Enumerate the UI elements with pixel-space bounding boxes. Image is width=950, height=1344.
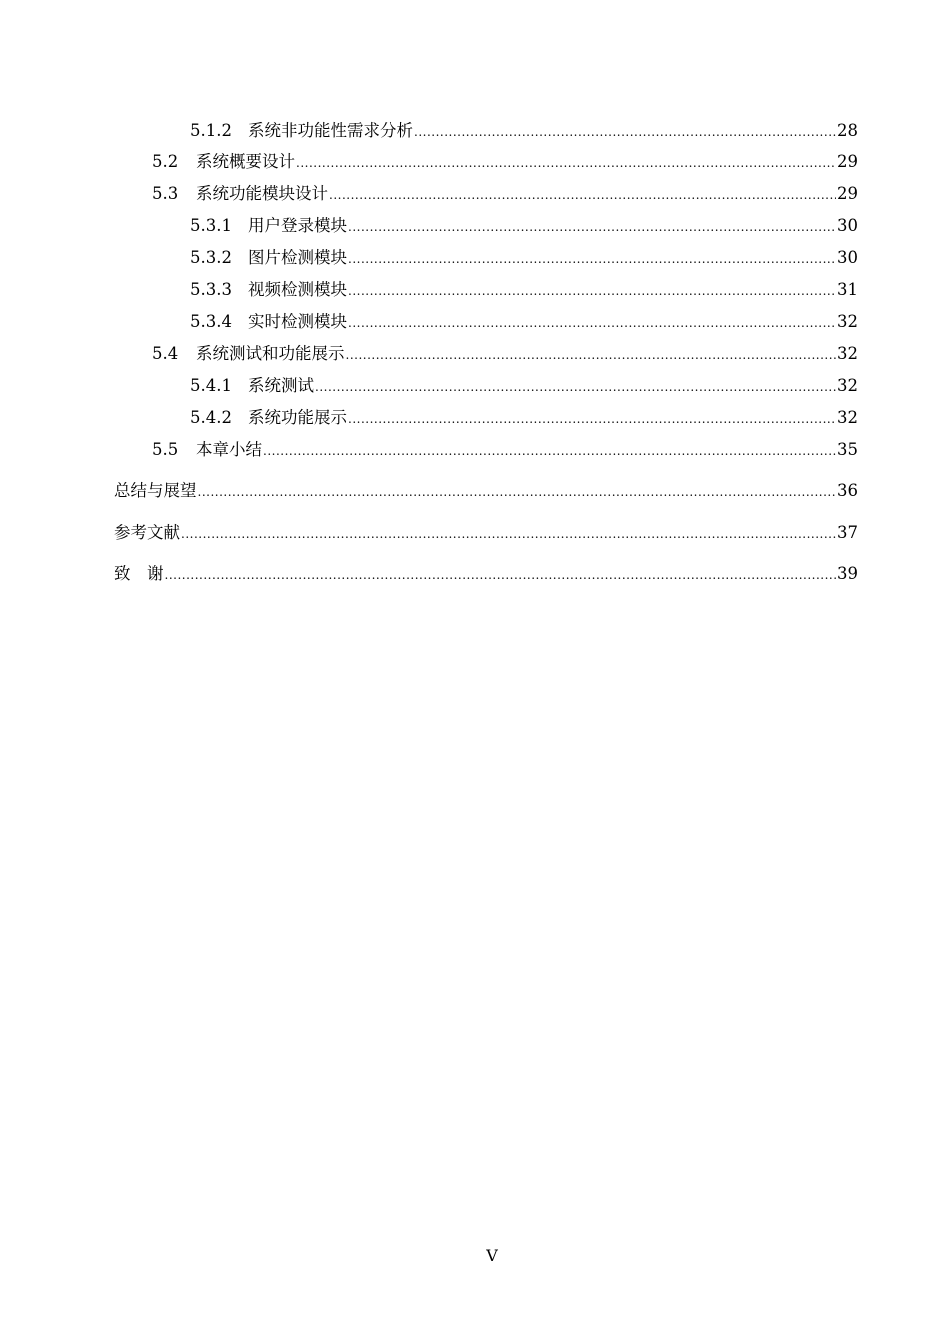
toc-entry-page: 32: [837, 344, 858, 363]
toc-entry-title: 总结与展望: [114, 481, 197, 500]
toc-leader-dots: [329, 183, 836, 207]
toc-entry-number: 5.4: [152, 344, 179, 363]
toc-entry-title: 系统测试: [248, 376, 314, 395]
toc-leader-dots: [165, 563, 837, 587]
toc-entry-page: 32: [837, 312, 858, 331]
toc-entry-5-3-3[interactable]: [0, 278, 950, 302]
toc-entry-page: 30: [837, 216, 858, 235]
toc-entry-page: 31: [837, 280, 858, 299]
toc-leader-dots: [296, 151, 836, 175]
toc-entry-number: 5.3.3: [190, 280, 232, 299]
toc-entry-number: 5.1.2: [190, 121, 232, 140]
toc-entry-5-1-2[interactable]: [0, 119, 950, 143]
toc-entry-page: 37: [837, 523, 858, 542]
toc-entry-5-4-1[interactable]: [0, 374, 950, 398]
toc-entry-number: 5.5: [152, 440, 179, 459]
toc-entry-5-5[interactable]: [0, 438, 950, 462]
toc-entry-title: 视频检测模块: [248, 280, 347, 299]
toc-entry-5-4-2[interactable]: [0, 406, 950, 430]
toc-entry-number: 5.3.2: [190, 248, 232, 267]
toc-entry-page: 32: [837, 408, 858, 427]
toc-entry-page: 39: [837, 564, 858, 583]
toc-entry-title: 系统概要设计: [196, 152, 295, 171]
toc-entry-title: 实时检测模块: [248, 312, 347, 331]
toc-entry-title: 参考文献: [114, 523, 180, 542]
toc-entry-title: 系统测试和功能展示: [196, 344, 345, 363]
toc-entry-title: 图片检测模块: [248, 248, 347, 267]
page-number-footer: V: [486, 1246, 498, 1265]
toc-leader-dots: [348, 247, 836, 271]
toc-entry-title: 本章小结: [196, 440, 262, 459]
toc-entry-5-2[interactable]: [0, 150, 950, 174]
toc-entry-page: 30: [837, 248, 858, 267]
toc-leader-dots: [198, 480, 837, 504]
toc-entry-number: 5.2: [152, 152, 179, 171]
toc-entry-page: 32: [837, 376, 858, 395]
toc-entry-number: 5.3: [152, 184, 179, 203]
toc-leader-dots: [348, 407, 836, 431]
toc-leader-dots: [315, 375, 836, 399]
toc-entry-number: 5.3.1: [190, 216, 232, 235]
toc-entry-title: 致 谢: [114, 564, 164, 583]
toc-leader-dots: [348, 215, 836, 239]
toc-leader-dots: [263, 439, 836, 463]
toc-entry-references[interactable]: [0, 521, 950, 545]
toc-entry-5-3-1[interactable]: [0, 214, 950, 238]
toc-leader-dots: [348, 311, 836, 335]
toc-entry-title: 用户登录模块: [248, 216, 347, 235]
toc-entry-acknowledgements[interactable]: [0, 562, 950, 586]
toc-leader-dots: [414, 120, 836, 144]
toc-entry-title: 系统功能展示: [248, 408, 347, 427]
toc-entry-summary[interactable]: [0, 479, 950, 503]
toc-entry-page: 29: [837, 184, 858, 203]
toc-entry-5-3[interactable]: [0, 182, 950, 206]
toc-entry-page: 29: [837, 152, 858, 171]
toc-entry-page: 36: [837, 481, 858, 500]
toc-entry-number: 5.4.2: [190, 408, 232, 427]
toc-entry-5-3-4[interactable]: [0, 310, 950, 334]
toc-entry-title: 系统非功能性需求分析: [248, 121, 413, 140]
toc-entry-5-4[interactable]: [0, 342, 950, 366]
toc-entry-title: 系统功能模块设计: [196, 184, 328, 203]
toc-leader-dots: [346, 343, 837, 367]
toc-entry-number: 5.4.1: [190, 376, 232, 395]
toc-leader-dots: [348, 279, 836, 303]
toc-leader-dots: [181, 522, 836, 546]
toc-entry-5-3-2[interactable]: [0, 246, 950, 270]
toc-entry-number: 5.3.4: [190, 312, 232, 331]
toc-entry-page: 35: [837, 440, 858, 459]
toc-entry-page: 28: [837, 121, 858, 140]
